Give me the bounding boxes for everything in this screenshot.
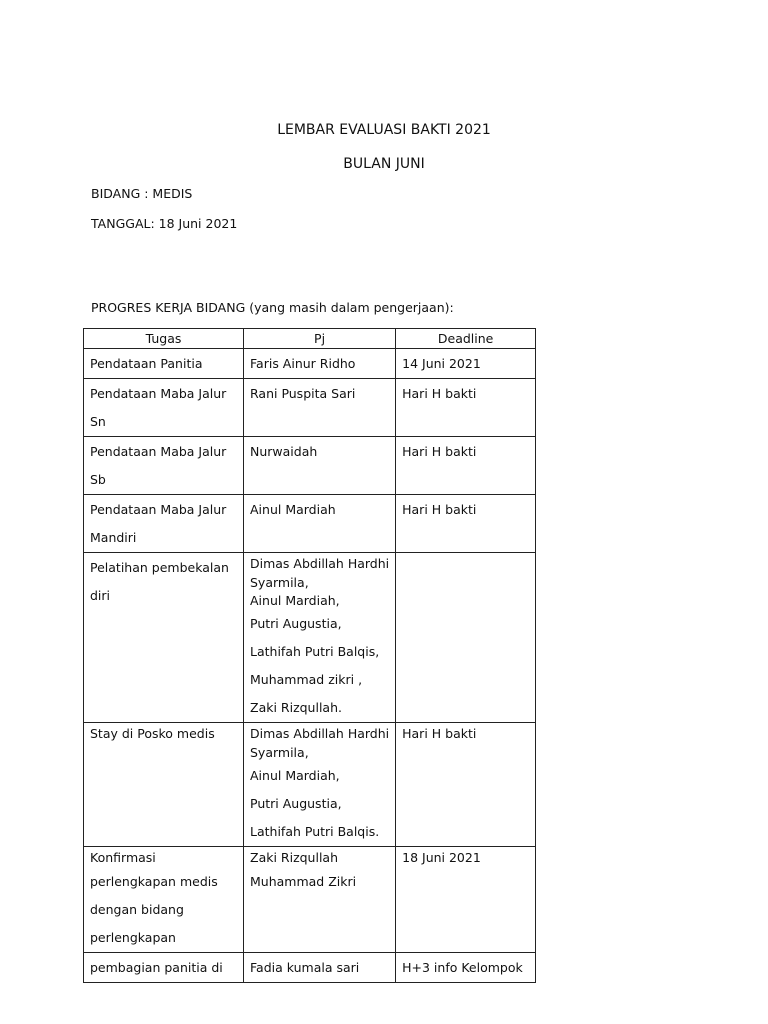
tugas-line: Sn <box>90 414 106 429</box>
pj-line: Fadia kumala sari <box>250 960 360 975</box>
tugas-line: Mandiri <box>90 530 137 545</box>
tugas-line: Pendataan Maba Jalur <box>90 502 227 517</box>
pj-line: Ainul Mardiah <box>250 502 336 517</box>
tanggal-line: TANGGAL: 18 Juni 2021 <box>91 216 238 231</box>
deadline-cell: Hari H bakti <box>396 437 536 495</box>
pj-line: Lathifah Putri Balqis, <box>250 644 380 659</box>
deadline-cell: 14 Juni 2021 <box>396 349 536 379</box>
pj-cell <box>244 553 396 723</box>
tugas-line: pembagian panitia di <box>90 960 223 975</box>
header-pj: Pj <box>244 329 396 349</box>
pj-line: Syarmila, <box>250 575 309 590</box>
pj-line: Putri Augustia, <box>250 616 342 631</box>
tugas-line: perlengkapan <box>90 930 176 945</box>
tugas-line: Pelatihan pembekalan <box>90 560 229 575</box>
pj-line: Faris Ainur Ridho <box>250 356 356 371</box>
table-row <box>84 953 536 983</box>
pj-line: Zaki Rizqullah <box>250 850 339 865</box>
tugas-line: Pendataan Panitia <box>90 356 203 371</box>
pj-line: Nurwaidah <box>250 444 318 459</box>
tugas-line: Stay di Posko medis <box>90 726 215 741</box>
deadline-cell: H+3 info Kelompok <box>396 953 536 983</box>
tugas-line: Konfirmasi <box>90 850 156 865</box>
tugas-line: diri <box>90 588 111 603</box>
pj-line: Muhammad zikri , <box>250 672 363 687</box>
table-row <box>84 847 536 953</box>
tugas-line: Sb <box>90 472 106 487</box>
table-row <box>84 349 536 379</box>
pj-line: Ainul Mardiah, <box>250 768 340 783</box>
pj-line: Zaki Rizqullah. <box>250 700 342 715</box>
tugas-line: Pendataan Maba Jalur <box>90 444 227 459</box>
tugas-cell <box>84 723 244 847</box>
pj-cell <box>244 379 396 437</box>
table-header-row <box>84 329 536 349</box>
deadline-cell: Hari H bakti <box>396 495 536 553</box>
deadline-cell: Hari H bakti <box>396 379 536 437</box>
tugas-cell <box>84 349 244 379</box>
deadline-cell: 18 Juni 2021 <box>396 847 536 953</box>
pj-cell <box>244 953 396 983</box>
progress-table <box>83 328 536 983</box>
pj-cell <box>244 847 396 953</box>
tugas-cell <box>84 437 244 495</box>
pj-cell <box>244 437 396 495</box>
pj-cell <box>244 723 396 847</box>
pj-line: Dimas Abdillah Hardhi <box>250 726 390 741</box>
pj-line: Dimas Abdillah Hardhi <box>250 556 390 571</box>
header-deadline: Deadline <box>396 329 536 349</box>
document-title: LEMBAR EVALUASI BAKTI 2021 <box>277 122 491 138</box>
tugas-cell <box>84 379 244 437</box>
tugas-cell <box>84 953 244 983</box>
section-heading: PROGRES KERJA BIDANG (yang masih dalam pengerjaan): <box>91 300 454 315</box>
pj-line: Ainul Mardiah, <box>250 593 340 608</box>
header-tugas: Tugas <box>84 329 244 349</box>
pj-cell <box>244 349 396 379</box>
pj-line: Putri Augustia, <box>250 796 342 811</box>
tugas-cell <box>84 847 244 953</box>
tugas-cell <box>84 495 244 553</box>
bidang-line: BIDANG : MEDIS <box>91 186 193 201</box>
tugas-cell <box>84 553 244 723</box>
pj-cell <box>244 495 396 553</box>
table-row <box>84 723 536 847</box>
tugas-line: dengan bidang <box>90 902 184 917</box>
table-row <box>84 495 536 553</box>
pj-line: Lathifah Putri Balqis. <box>250 824 380 839</box>
tugas-line: perlengkapan medis <box>90 874 218 889</box>
pj-line: Syarmila, <box>250 745 309 760</box>
deadline-cell: Hari H bakti <box>396 723 536 847</box>
tugas-line: Pendataan Maba Jalur <box>90 386 227 401</box>
deadline-cell <box>396 553 536 723</box>
document-subtitle: BULAN JUNI <box>343 156 425 172</box>
pj-line: Rani Puspita Sari <box>250 386 356 401</box>
table-row <box>84 379 536 437</box>
table-row <box>84 553 536 723</box>
pj-line: Muhammad Zikri <box>250 874 357 889</box>
table-row <box>84 437 536 495</box>
